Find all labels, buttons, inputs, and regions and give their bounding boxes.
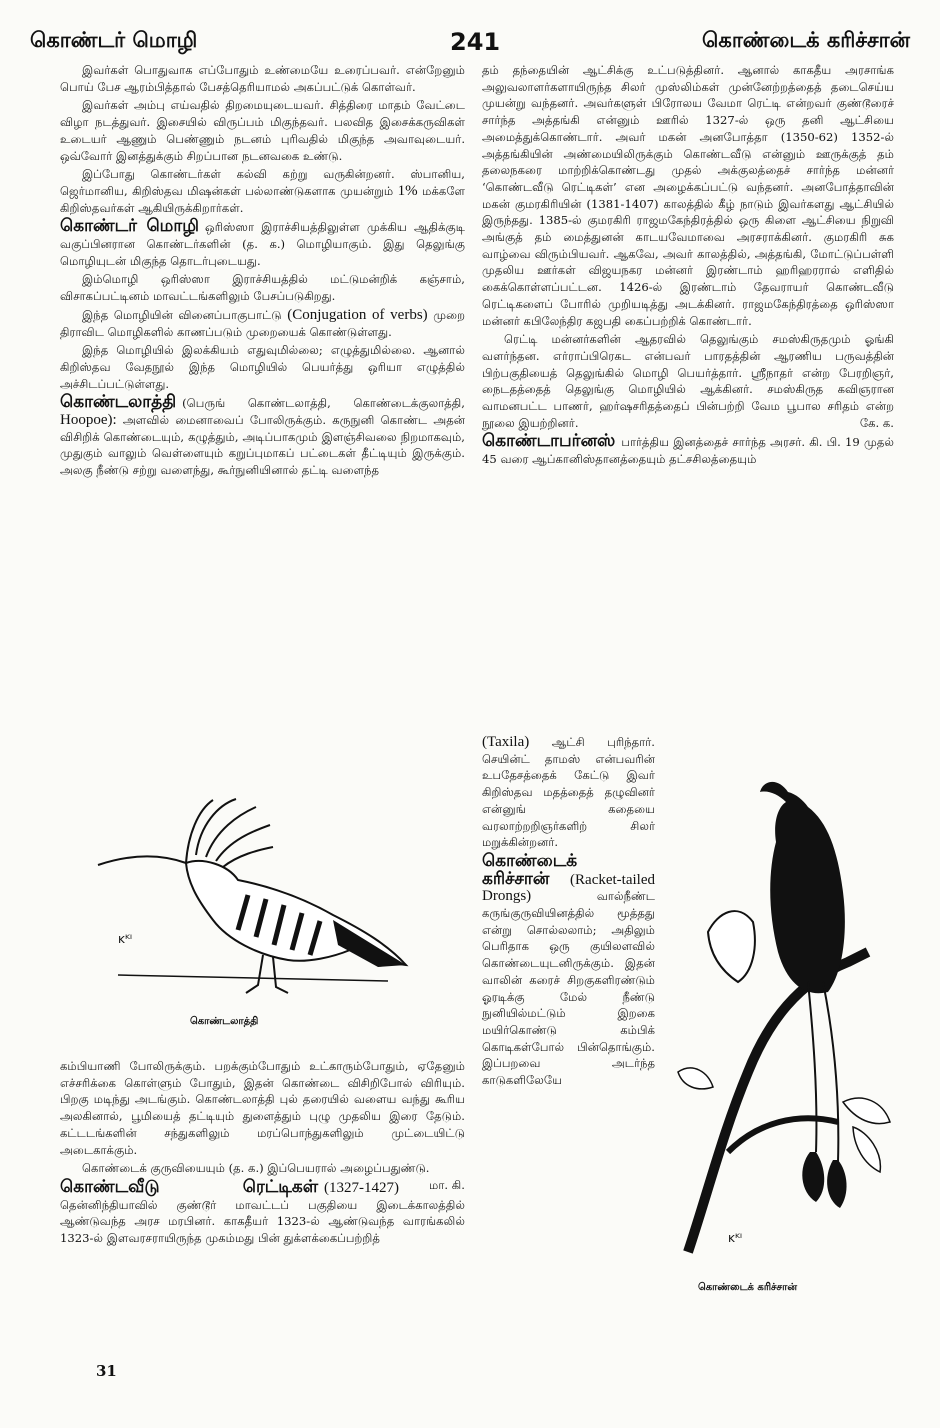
paragraph: கம்பியாணி போலிருக்கும். பறக்கும்போதும் உட்காரும்போதும், ஏதேனும் எச்சரிக்கை கொள்ளும் போதும், இதன் கொண்டை விசிறிபோல் விரியும். பிறகு மடிந்து அடங்கும். கொண்டலாத்தி புல் தரையில் வளைய வந்து கூரிய அலகினால், பூமியைத் தட்டியும் துளைத்தும் புழு முதலிய இரை தேடும். கட்டடங்களின் சந்துகளிலும் மரப்பொந்துகளிலும் முட்டையிட்டு அடைகாக்கும். — [60, 1059, 465, 1157]
entry-heading: கொண்டர் மொழி — [60, 216, 199, 237]
entry-heading: கொண்டாபர்னஸ் — [482, 431, 616, 452]
author-signature: கே. க. — [859, 415, 894, 430]
entry-heading: கொண்டைக் கரிச்சான் — [482, 850, 578, 889]
header-left-title: கொண்டர் மொழி — [30, 28, 198, 52]
left-column-top — [60, 62, 465, 481]
header-page-number: 241 — [450, 28, 501, 56]
entry-heading: கொண்டவீடு ரெட்டிகள் — [60, 1176, 319, 1197]
paragraph: (Taxila) ஆட்சி புரிந்தார். செயின்ட் தாமஸ் என்பவரின் உபதேசத்தைக் கேட்டு இவர் கிறிஸ்தவ மதத்தைத் தழுவினர் என்னுங் கதையை வரலாற்றறிஞர்களிற் சிலர் மறுக்கின்றனர். — [482, 734, 655, 850]
drongo-illustration — [668, 772, 908, 1272]
hoopoe-illustration — [88, 795, 418, 1010]
left-column-bottom — [60, 1058, 465, 1249]
paragraph: இம்மொழி ஒரிஸ்ஸா இராச்சியத்தில் மட்டுமன்றிக் கஞ்சாம், விசாகப்பட்டினம் மாவட்டங்களிலும் பேசப்படுகிறது. — [60, 272, 465, 304]
footer-page-number: 31 — [96, 1362, 117, 1380]
entry-gondophares: கொண்டாபர்னஸ் பார்த்திய இனத்தைச் சார்ந்த அரசர். கி. பி. 19 முதல் 45 வரை ஆப்கானிஸ்தானத்தையும் தட்சசிலத்தையும் — [482, 431, 894, 467]
entry-konda-language: கொண்டர் மொழி ஒரிஸ்ஸா இராச்சியத்திலுள்ள முக்கிய ஆதிக்குடி வகுப்பினரான கொண்டர்களின் (த. க.) மொழியாகும். இது தெலுங்கு மொழியுடன் மிகுந்த தொடர்புடையது. — [60, 216, 465, 268]
author-signature: மா. கி. — [429, 1177, 465, 1192]
entry-heading: கொண்டலாத்தி — [60, 392, 177, 413]
paragraph: இவர்கள் பொதுவாக எப்போதும் உண்மையே உரைப்பவர். என்றேனும் பொய் பேச ஆரம்பித்தால் பேசத்தெரியாமல் அகப்பட்டுக் கொள்வர். — [60, 63, 465, 94]
paragraph: ரெட்டி மன்னர்களின் ஆதரவில் தெலுங்கும் சமஸ்கிருதமும் ஓங்கி வளர்ந்தன. எர்ராப்பிரெகட என்பவர் பாரதத்தின் ஆரணிய பருவத்தின் பிற்பகுதியைத் தெலுங்கில் மொழி பெயர்த்தார். ஸ்ரீநாதர் என்ற பேரறிஞர், நைடதத்தைத் தெலுங்கு மொழியில் ஆக்கினர். சமஸ்கிருத கவிஞரான வாமனபட்ட பாணர், ஹர்ஷசரிதத்தைப் பின்பற்றி வேம பூபால சரிதம் என்ற நூலை இயற்றினர். கே. க. — [482, 332, 894, 430]
entry-racket-tailed-drongo: கொண்டைக் கரிச்சான் (Racket-tailed Drongs) வால்நீண்ட கருங்குருவியினத்தில் மூத்தது என்று சொல்லலாம்; அதிலும் பெரிதாக ஒரு குயிலளவில் கொண்டையுடனிருக்கும். இதன் வாலின் கரைச் சிறகுகளிரண்டும் ஓரடிக்கு மேல் நீண்டு நுனியில்மட்டும் இறகை மயிர்கொண்டு கம்பிக் கொடிகள்போல் பின்தொங்கும். இப்பறவை அடர்ந்த காடுகளிலேயே — [482, 850, 655, 1088]
paragraph: இப்போது கொண்டர்கள் கல்வி கற்று வருகின்றனர். ஸ்பானிய, ஜெர்மானிய, கிறிஸ்தவ மிஷன்கள் பல்லாண்டுகளாக முயன்றும் 1% மக்களே கிறிஸ்தவர்கள் ஆகியிருக்கிறார்கள். — [60, 167, 466, 215]
paragraph: தம் தந்தையின் ஆட்சிக்கு உட்படுத்தினர். ஆனால் காகதீய அரசாங்க அலுவலாளர்களாயிருந்த சிலர் முஸ்லிம்கள் முன்னேற்றத்தைத் தடைசெய்ய முயன்று வந்தனர். அவர்களுள் பிரோலய வேமா ரெட்டி என்றவர் குண்டூரைச் சார்ந்த அத்தங்கி என்னும் ஊரில் 1327-ல் ஒரு தனி ஆட்சியை அமைத்துக்கொண்டார். அவர் மகன் அனபோத்தா (1350-62) 1352-ல் அத்தங்கியின் அண்மையிலிருக்கும் கொண்டவீடு என்னும் ஊருக்குத் தம் தலைநகரை மாற்றிக்கொண்டது முதல் அக்குலத்தைச் சார்ந்த மன்னர் ‘கொண்டவீடு ரெட்டிகள்’ என அழைக்கப்பட்டு வந்தனர். அனபோத்தாவின் மகன் குமரகிரியின் (1381-1407) காலத்தில் கீழ் நாடும் இவர்களது ஆட்சியில் இருந்தது. 1385-ல் குமரகிரி ராஜமகேந்திரத்தில் ஒரு கிளை ஆட்சியை நிறுவி அங்குத் தம் மைத்துனன் காடயவேமாவை அரசராக்கினர். குமரகிரி சுக வாழ்வை விரும்பியவர். ஆகவே, அவர் காலத்தில், அத்தங்கி, மோட்டுப்பள்ளி முதலிய ஊர்கள் விஜயநகர மன்னர் இரண்டாம் ஹரிஹரரால் எளிதில் கைக்கொள்ளப்பட்டன. 1426-ல் இரண்டாம் தேவராயர் கொண்டவீடு ரெட்டிகளைப் போரில் முறியடித்து அடக்கினர். ராஜமகேந்திரத்தை ஒரிஸ்ஸா மன்னர் கபிலேந்திர கஜபதி கைப்பற்றிக் கொண்டார். — [482, 63, 894, 328]
svg-text:ᴋᴷᴵ: ᴋᴷᴵ — [118, 932, 133, 946]
right-column-narrow — [482, 734, 655, 1091]
hoopoe-caption: கொண்டலாத்தி — [190, 1016, 259, 1027]
entry-kondaveedu-reddis: கொண்டவீடு ரெட்டிகள் (1327-1427) தென்னிந்தியாவில் குண்டூர் மாவட்டப் பகுதியை இடைக்காலத்தில் ஆண்டுவந்த அரச மரபினர். காகதீயர் 1323-ல் ஆண்டுவந்த வாரங்கலில் 1323-ல் இளவரசராயிருந்த முகம்மது பின் துக்ளக்கைப்பற்றித் — [60, 1176, 465, 1246]
right-column-top — [482, 62, 894, 470]
entry-hoopoe: கொண்டலாத்தி (பெருங் கொண்டலாத்தி, கொண்டைக்குலாத்தி, Hoopoe): அளவில் மைனாவைப் போலிருக்கும். கருநுனி கொண்ட அதன் விசிறிக் கொண்டையும், கழுத்தும், அடிப்பாகமும் இளஞ்சிவலை நிறமாகவும், முதுகும் வாலும் வெள்ளையும் கறுப்புமாகப் பட்டைகள் தீட்டியும் இருக்கும். அலகு நீண்டு சற்று வளைந்து, கூர்நுனியினால் தட்டி வளைந்த — [60, 392, 465, 478]
drongo-caption: கொண்டைக் கரிச்சான் — [698, 1282, 798, 1293]
header-right-title: கொண்டைக் கரிச்சான் — [702, 28, 910, 52]
paragraph: கொண்டைக் குருவியையும் (த. க.) இப்பெயரால் அழைப்பதுண்டு. மா. கி. — [82, 1161, 465, 1192]
paragraph: இந்த மொழியில் இலக்கியம் எதுவுமில்லை; எழுத்துமில்லை. ஆனால் கிறிஸ்தவ வேதநூல் இந்த மொழியில் பெயர்த்து ஒரியா எழுத்தில் அச்சிடப்பட்டுள்ளது. — [60, 343, 465, 391]
paragraph: இந்த மொழியின் வினைப்பாகுபாட்டு (Conjugation of verbs) முறை திராவிட மொழிகளில் காணப்படும் முறையைக் கொண்டுள்ளது. — [60, 306, 466, 339]
paragraph: இவர்கள் அம்பு எய்வதில் திறமையுடையவர். சித்திரை மாதம் வேட்டை விழா நடத்துவர். இசையில் விருப்பம் மிகுந்தவர். பலவித இசைக்கருவிகள் உடையர் ஆணும் பெண்ணும் நடனம் புரிவதில் மிகுந்த அவாவுடையர். ஒவ்வோர் இனத்துக்கும் சிறப்பான நடனவகை உண்டு. — [60, 98, 465, 163]
svg-text:ᴋᴷᴵ: ᴋᴷᴵ — [728, 1231, 743, 1245]
